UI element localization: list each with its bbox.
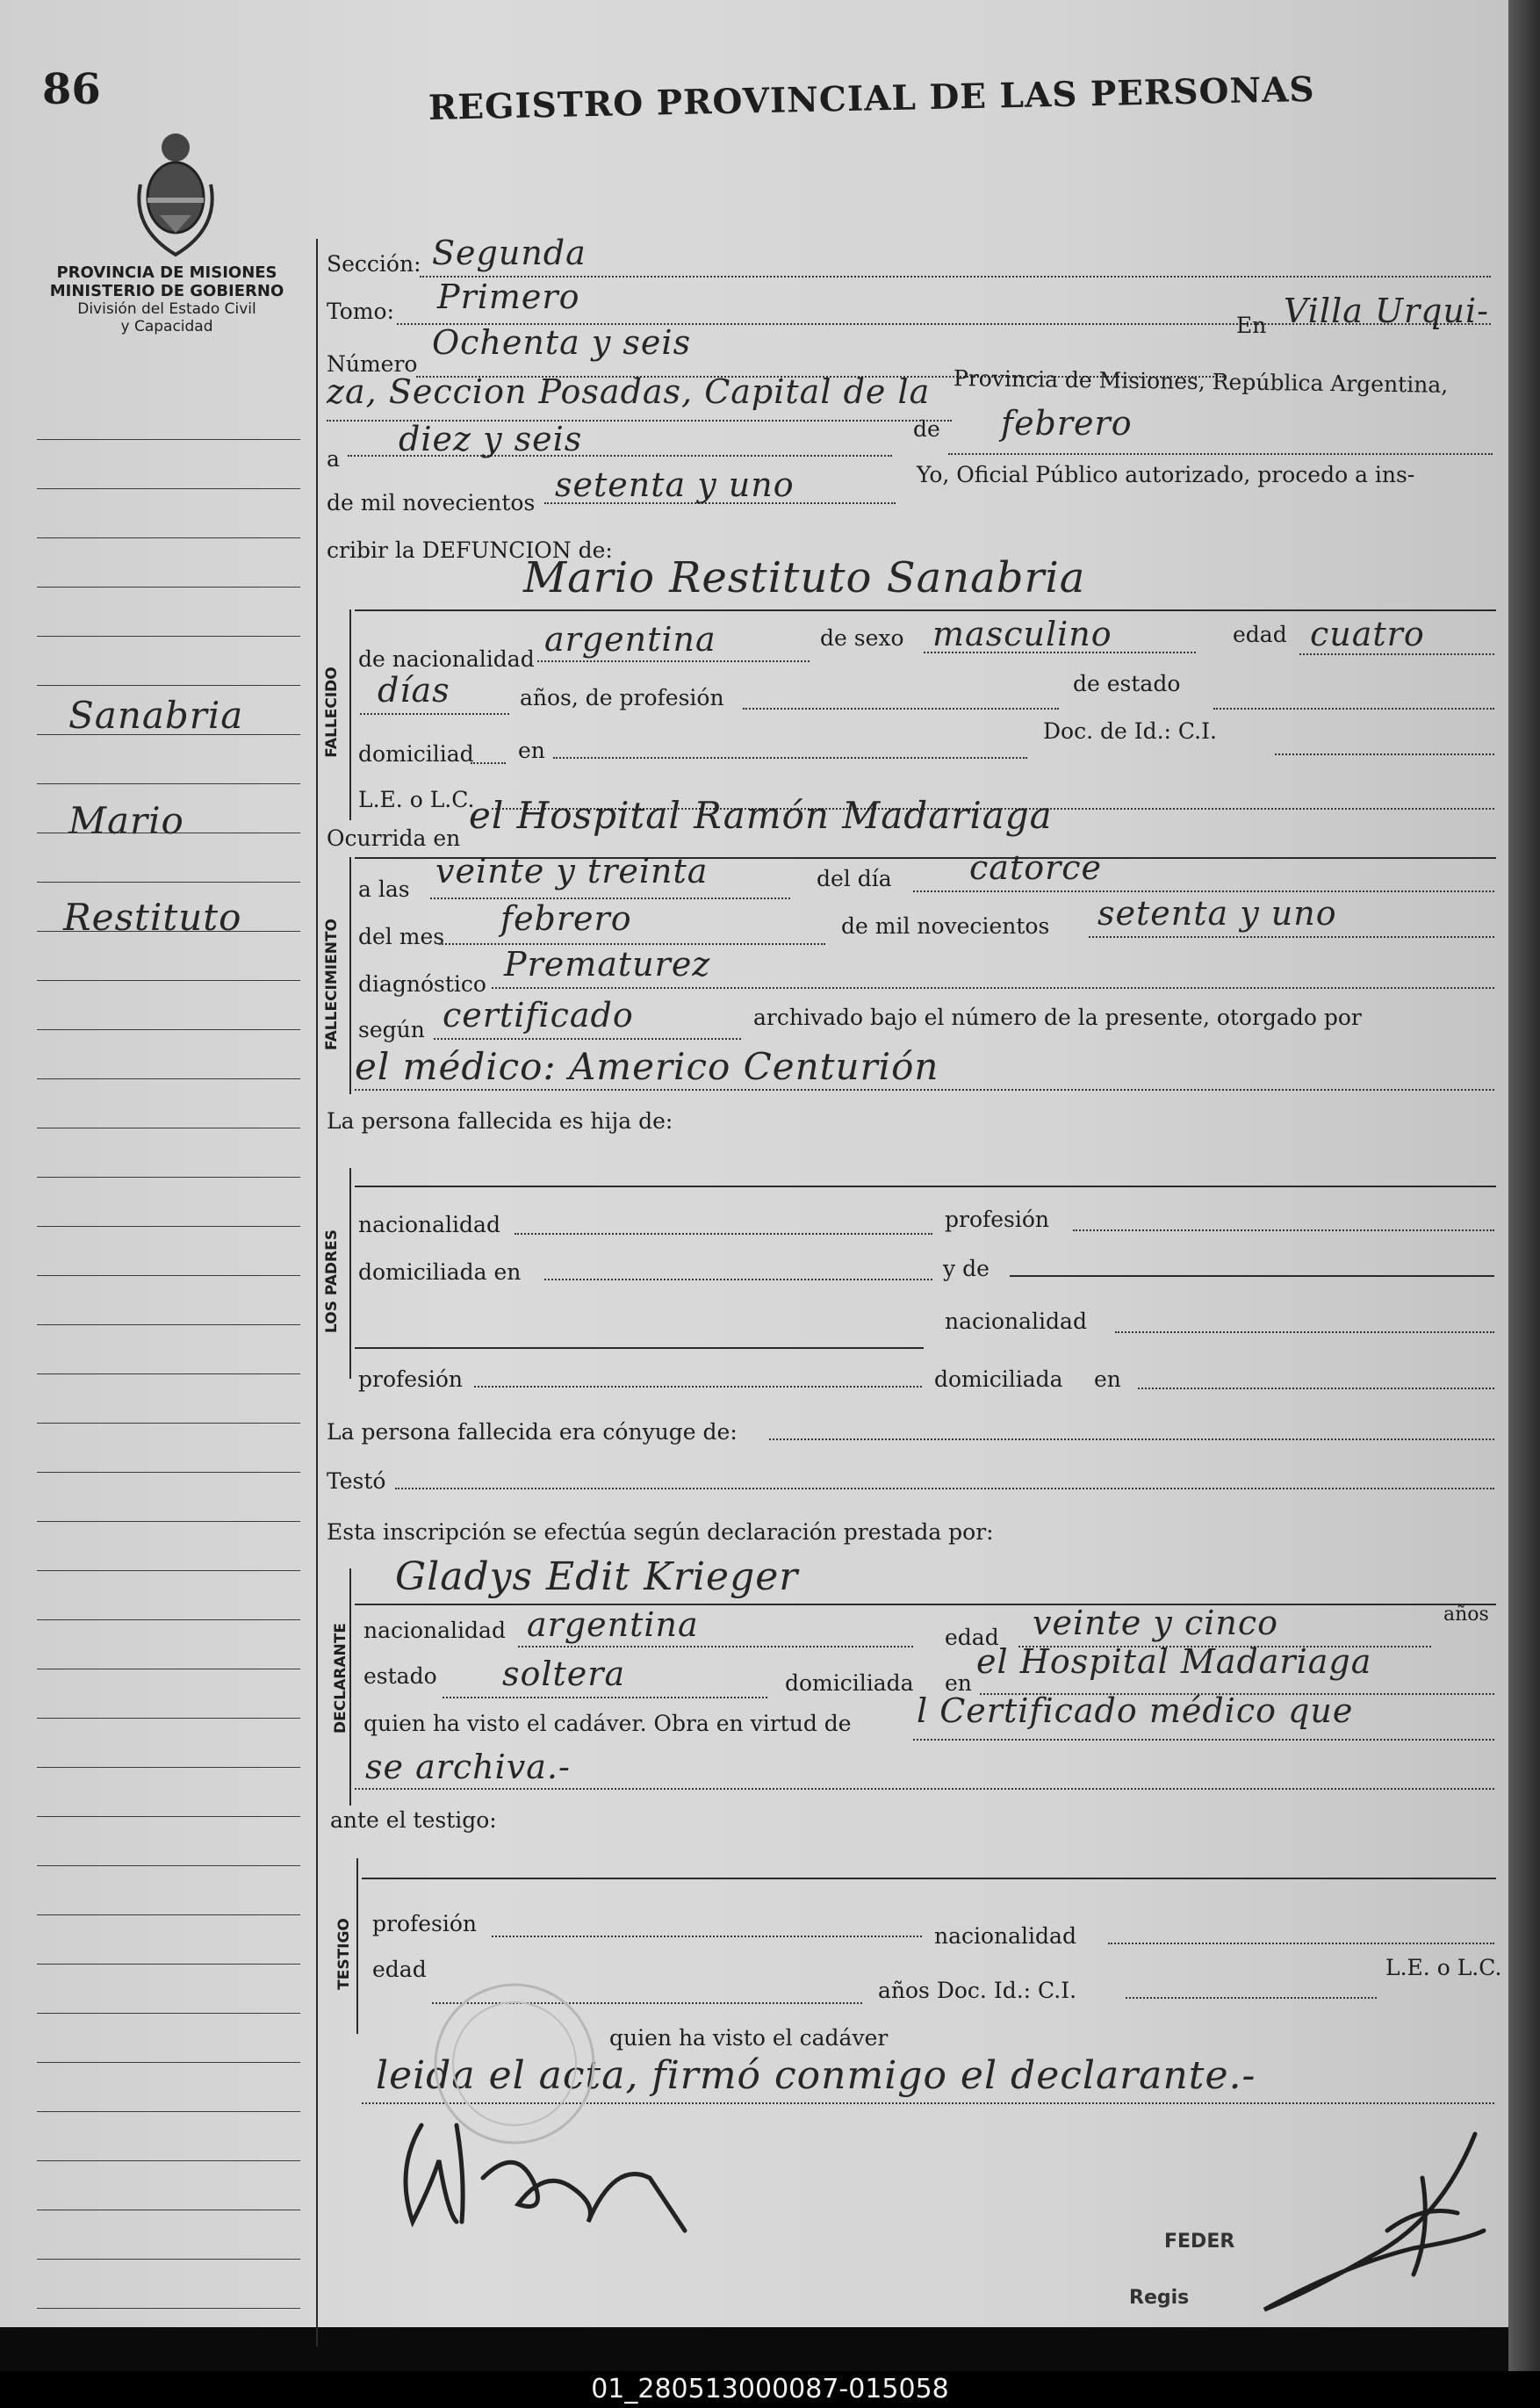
margin-rule-line xyxy=(37,1816,300,1817)
margin-rule-line xyxy=(37,1226,300,1227)
margin-first-name: Mario xyxy=(68,799,184,842)
label-diagnostico: diagnóstico xyxy=(358,971,486,997)
line-domicilio xyxy=(553,757,1027,759)
value-medico: el médico: Americo Centurión xyxy=(355,1045,939,1088)
value-en-place: Villa Urqui- xyxy=(1284,292,1489,330)
section-fallecimiento: FALLECIMIENTO xyxy=(323,918,341,1051)
image-caption: 01_280513000087-015058 xyxy=(0,2371,1540,2408)
margin-rule-line xyxy=(37,2062,300,2063)
label-madre-en: en xyxy=(1094,1366,1121,1392)
value-place-cont: za, Seccion Posadas, Capital de la xyxy=(327,372,931,411)
coat-of-arms-icon xyxy=(123,123,228,263)
label-declarante-edad: edad xyxy=(945,1625,999,1650)
line-domiciliad xyxy=(471,762,506,764)
label-de-estado: de estado xyxy=(1073,671,1181,696)
line-madre-profesion xyxy=(474,1386,922,1388)
declarant-signature-icon xyxy=(386,2108,738,2239)
margin-rule-line xyxy=(37,1078,300,1079)
margin-rule-line xyxy=(37,734,300,735)
margin-surname: Sanabria xyxy=(68,694,244,737)
authority-division: División del Estado Civil xyxy=(77,300,256,318)
line-edad-cont xyxy=(360,713,509,715)
value-tomo: Primero xyxy=(437,278,580,316)
line-estado xyxy=(1213,708,1494,710)
label-de-mil: de mil novecientos xyxy=(327,490,536,515)
line-madre-domicilio xyxy=(1138,1388,1494,1389)
label-padre-nacionalidad: nacionalidad xyxy=(358,1212,500,1237)
line-declarante-nacionalidad xyxy=(518,1646,913,1647)
form-left-border xyxy=(316,239,318,2347)
line-madre-cont xyxy=(355,1347,924,1349)
line-nombre xyxy=(355,609,1496,611)
line-declarante-virtud xyxy=(913,1739,1494,1741)
label-madre-domiciliada: domiciliada xyxy=(934,1366,1063,1392)
label-a-las: a las xyxy=(358,876,410,902)
label-edad: edad xyxy=(1233,622,1287,647)
section-fallecido: FALLECIDO xyxy=(323,667,341,758)
label-inscripcion: Esta inscripción se efectúa según declaración prestada por: xyxy=(327,1519,994,1545)
line-medico xyxy=(355,1089,1494,1091)
label-a: a xyxy=(327,446,340,472)
margin-rule-line xyxy=(37,1472,300,1473)
margin-rule-line xyxy=(37,980,300,981)
authority-block xyxy=(26,263,307,335)
padres-bracket xyxy=(349,1168,351,1379)
label-madre-nacionalidad: nacionalidad xyxy=(945,1309,1087,1334)
line-padre xyxy=(355,1186,1496,1187)
fallecimiento-bracket xyxy=(349,857,351,1094)
testigo-bracket xyxy=(356,1858,358,2034)
label-domiciliad: domiciliad xyxy=(358,741,474,767)
margin-rule-line xyxy=(37,1718,300,1719)
margin-rule-line xyxy=(37,636,300,637)
label-testigo-anos-doc: años Doc. Id.: C.I. xyxy=(878,1978,1077,2003)
margin-rule-line xyxy=(37,1275,300,1276)
margin-rule-line xyxy=(37,2308,300,2309)
label-conyuge: La persona fallecida era cónyuge de: xyxy=(327,1419,738,1445)
line-padre-domicilio xyxy=(544,1279,932,1280)
label-sexo: de sexo xyxy=(820,625,904,651)
value-declarante-edad: veinte y cinco xyxy=(1033,1604,1279,1642)
line-conyuge xyxy=(769,1438,1494,1440)
label-padre-profesion: profesión xyxy=(945,1207,1050,1232)
margin-rule-line xyxy=(37,1029,300,1030)
margin-rule-line xyxy=(37,931,300,932)
label-declarante-en: en xyxy=(945,1670,972,1696)
margin-rule-line xyxy=(37,488,300,489)
label-testigo-edad: edad xyxy=(372,1957,427,1982)
line-segun xyxy=(434,1038,741,1040)
label-declarante-visto: quien ha visto el cadáver. Obra en virtud de xyxy=(363,1711,852,1736)
label-nacionalidad: de nacionalidad xyxy=(358,646,535,672)
label-en-domicilio: en xyxy=(518,738,545,763)
value-declarante-domicilio: el Hospital Madariaga xyxy=(976,1642,1372,1681)
label-anos-profesion: años, de profesión xyxy=(520,685,724,710)
margin-rule-line xyxy=(37,2111,300,2112)
value-numero: Ochenta y seis xyxy=(432,323,692,362)
value-cierre: leida el acta, firmó conmigo el declarante.- xyxy=(376,2053,1256,2098)
authority-ministry: MINISTERIO DE GOBIERNO xyxy=(49,282,284,300)
label-madre-profesion: profesión xyxy=(358,1366,464,1392)
label-del-dia: del día xyxy=(817,866,892,891)
line-testigo-nacionalidad xyxy=(1108,1943,1494,1944)
line-doc-id xyxy=(1275,753,1494,755)
section-testigo: TESTIGO xyxy=(335,1918,353,1990)
margin-rule-line xyxy=(37,2160,300,2161)
section-declarante: DECLARANTE xyxy=(332,1623,349,1734)
value-declarante-estado: soltera xyxy=(502,1655,626,1693)
margin-rule-line xyxy=(37,685,300,686)
label-del-mes: del mes xyxy=(358,924,445,949)
label-doc-id: Doc. de Id.: C.I. xyxy=(1043,718,1217,744)
value-mes: febrero xyxy=(1001,404,1133,443)
label-numero: Número xyxy=(327,351,418,377)
line-testigo-doc xyxy=(1126,1997,1377,1999)
label-testo: Testó xyxy=(327,1468,386,1494)
label-y-de: y de xyxy=(943,1256,989,1281)
label-declarante-anos: años xyxy=(1443,1604,1489,1626)
margin-rule-line xyxy=(37,1177,300,1178)
value-edad-cont: días xyxy=(378,671,450,710)
value-seccion: Segunda xyxy=(432,234,586,272)
margin-rule-line xyxy=(37,2259,300,2260)
value-dia-fall: catorce xyxy=(969,848,1103,887)
margin-rule-line xyxy=(37,587,300,588)
label-de: de xyxy=(913,416,940,442)
page-number: 86 xyxy=(42,65,101,114)
margin-rule-line xyxy=(37,1767,300,1768)
line-padre-profesion xyxy=(1073,1229,1494,1231)
line-declarante xyxy=(355,1604,1496,1605)
value-diagnostico: Prematurez xyxy=(504,945,711,984)
label-le-lc: L.E. o L.C. xyxy=(358,787,475,812)
value-hora: veinte y treinta xyxy=(435,852,709,890)
line-profesion xyxy=(743,708,1059,710)
label-de-mil2: de mil novecientos xyxy=(841,913,1050,939)
label-archivado: archivado bajo el número de la presente, otorgado por xyxy=(753,1005,1362,1030)
line-nacionalidad xyxy=(537,660,810,662)
label-testigo-le-lc: L.E. o L.C. xyxy=(1385,1955,1502,1980)
label-declarante-estado: estado xyxy=(363,1663,437,1689)
label-ante-testigo: ante el testigo: xyxy=(330,1807,497,1833)
fallecido-bracket xyxy=(349,609,351,820)
line-testigo xyxy=(362,1878,1496,1879)
line-edad xyxy=(1299,653,1494,655)
line-mes xyxy=(948,453,1493,455)
line-ano-fall xyxy=(1089,936,1494,938)
value-declarante-virtud: l Certificado médico que xyxy=(917,1691,1354,1730)
line-testo xyxy=(395,1488,1494,1489)
margin-rule-line xyxy=(37,1373,300,1374)
label-en: En xyxy=(1236,313,1267,338)
margin-rule-line xyxy=(37,1914,300,1915)
value-dia: diez y seis xyxy=(399,420,583,458)
label-hija-de: La persona fallecida es hija de: xyxy=(327,1108,673,1134)
label-seccion: Sección: xyxy=(327,251,421,277)
label-testigo-profesion: profesión xyxy=(372,1911,478,1936)
line-declarante-estado xyxy=(443,1697,767,1698)
value-declarante: Gladys Edit Krieger xyxy=(395,1554,799,1599)
authority-capacity: y Capacidad xyxy=(120,318,213,335)
margin-rule-line xyxy=(37,1570,300,1571)
value-declarante-virtud-cont: se archiva.- xyxy=(365,1748,571,1786)
label-testigo-nacionalidad: nacionalidad xyxy=(934,1923,1076,1949)
value-segun: certificado xyxy=(443,996,634,1035)
stamp-fragment-registro: Regis xyxy=(1129,2287,1190,2309)
label-tomo: Tomo: xyxy=(327,299,394,324)
value-nombre: Mario Restituto Sanabria xyxy=(523,553,1086,602)
stamp-fragment-federal: FEDER xyxy=(1164,2231,1235,2253)
margin-rule-line xyxy=(37,1865,300,1866)
margin-rule-line xyxy=(37,537,300,538)
value-declarante-nacionalidad: argentina xyxy=(527,1605,699,1644)
section-los-padres: LOS PADRES xyxy=(323,1229,341,1333)
margin-rule-line xyxy=(37,2013,300,2014)
value-sexo: masculino xyxy=(932,615,1112,653)
value-mes-fall: febrero xyxy=(500,899,632,938)
value-edad: cuatro xyxy=(1310,615,1425,653)
line-madre xyxy=(1010,1275,1494,1277)
margin-rule-line xyxy=(37,1619,300,1620)
line-padre-nacionalidad xyxy=(515,1233,932,1235)
label-padre-domiciliada: domiciliada en xyxy=(358,1259,522,1285)
page-title: REGISTRO PROVINCIAL DE LAS PERSONAS xyxy=(428,68,1316,128)
line-madre-nacionalidad xyxy=(1115,1331,1494,1333)
value-ano-fall: setenta y uno xyxy=(1097,894,1337,933)
margin-middle-name: Restituto xyxy=(63,896,242,939)
label-testigo-visto: quien ha visto el cadáver xyxy=(609,2025,889,2051)
margin-rule-line xyxy=(37,882,300,883)
book-spine xyxy=(1508,0,1540,2371)
official-signature-icon xyxy=(1212,2125,1501,2327)
line-seccion xyxy=(420,276,1491,278)
label-cribir: cribir la DEFUNCION de: xyxy=(327,537,613,563)
margin-rule-line xyxy=(37,783,300,784)
line-testigo-profesion xyxy=(492,1936,922,1937)
label-declarante-nacionalidad: nacionalidad xyxy=(363,1618,506,1643)
label-provincia: Provincia de Misiones, República Argentina, xyxy=(953,365,1449,398)
line-diagnostico xyxy=(492,987,1494,989)
margin-rule-line xyxy=(37,1324,300,1325)
label-yo-oficial: Yo, Oficial Público autorizado, procedo a ins- xyxy=(917,462,1415,487)
margin-rule-line xyxy=(37,1521,300,1522)
label-ocurrida: Ocurrida en xyxy=(327,825,461,851)
value-ano: setenta y uno xyxy=(555,465,795,504)
margin-rule-line xyxy=(37,1964,300,1965)
authority-province: PROVINCIA DE MISIONES xyxy=(56,263,277,282)
value-nacionalidad: argentina xyxy=(544,620,716,659)
margin-rule-line xyxy=(37,439,300,440)
line-declarante-virtud-cont xyxy=(355,1788,1494,1790)
margin-rule-line xyxy=(37,1423,300,1424)
value-ocurrida: el Hospital Ramón Madariaga xyxy=(469,794,1053,837)
label-segun: según xyxy=(358,1017,425,1042)
label-declarante-domiciliada: domiciliada xyxy=(785,1670,914,1696)
line-dia-fall xyxy=(913,890,1494,892)
